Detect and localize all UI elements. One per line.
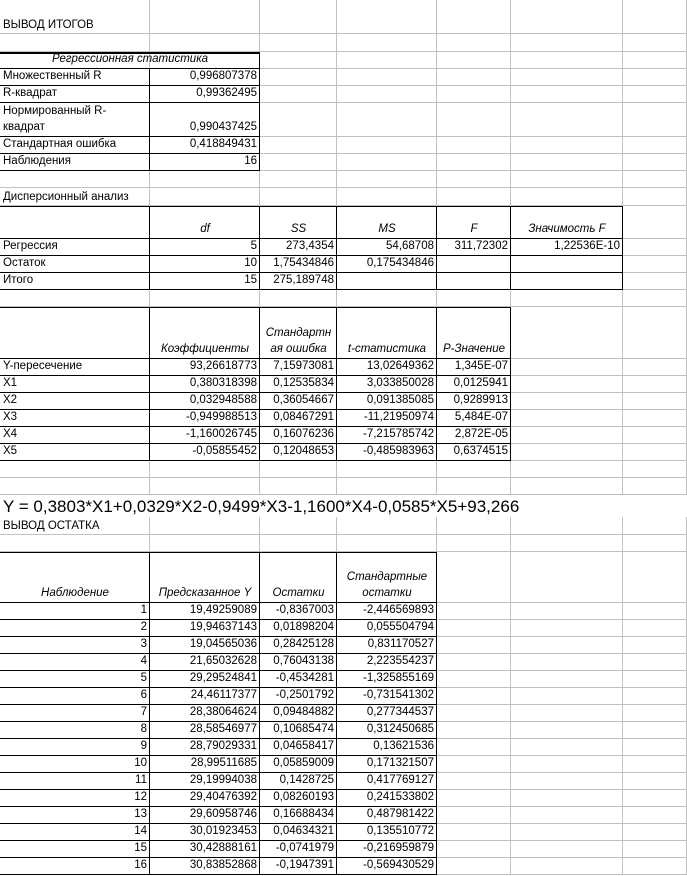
- grid-cell[interactable]: [260, 188, 337, 206]
- residual-value[interactable]: -0,1947391: [260, 858, 337, 875]
- grid-cell[interactable]: [150, 34, 260, 52]
- grid-cell[interactable]: [511, 478, 623, 495]
- coefficient-value[interactable]: 0,08467291: [260, 410, 337, 427]
- grid-cell[interactable]: [623, 841, 687, 858]
- residual-value[interactable]: 30,42888161: [150, 841, 260, 858]
- grid-cell[interactable]: [437, 739, 511, 756]
- observation-number[interactable]: 5: [0, 671, 150, 688]
- anova-header[interactable]: F: [437, 206, 511, 239]
- grid-cell[interactable]: [623, 671, 687, 688]
- grid-cell[interactable]: [623, 722, 687, 739]
- grid-cell[interactable]: [511, 461, 623, 478]
- residual-value[interactable]: 0,13621536: [337, 739, 437, 756]
- residual-value[interactable]: 30,83852868: [150, 858, 260, 875]
- anova-header[interactable]: Значимость F: [511, 206, 623, 239]
- grid-cell[interactable]: [260, 86, 337, 103]
- residual-value[interactable]: 30,01923453: [150, 824, 260, 841]
- grid-cell[interactable]: [260, 0, 337, 34]
- grid-cell[interactable]: [511, 654, 623, 671]
- grid-cell[interactable]: [150, 478, 260, 495]
- grid-cell[interactable]: [150, 535, 260, 552]
- grid-cell[interactable]: [0, 34, 150, 52]
- anova-header[interactable]: df: [150, 206, 260, 239]
- anova-value[interactable]: 1,75434846: [260, 256, 337, 273]
- observation-number[interactable]: 4: [0, 654, 150, 671]
- grid-cell[interactable]: [623, 773, 687, 790]
- grid-cell[interactable]: [437, 807, 511, 824]
- grid-cell[interactable]: [337, 103, 437, 137]
- anova-value[interactable]: 10: [150, 256, 260, 273]
- stat-label[interactable]: Нормированный R-квадрат: [0, 103, 150, 137]
- grid-cell[interactable]: [437, 637, 511, 654]
- anova-value[interactable]: [337, 273, 437, 290]
- grid-cell[interactable]: [511, 52, 623, 69]
- grid-cell[interactable]: [511, 637, 623, 654]
- residual-value[interactable]: 19,49259089: [150, 603, 260, 620]
- residual-value[interactable]: 28,79029331: [150, 739, 260, 756]
- residual-value[interactable]: 0,04634321: [260, 824, 337, 841]
- coefficient-value[interactable]: -7,215785742: [337, 427, 437, 444]
- anova-value[interactable]: 5: [150, 239, 260, 256]
- grid-cell[interactable]: [623, 393, 687, 410]
- grid-cell[interactable]: [437, 34, 511, 52]
- residual-value[interactable]: 0,01898204: [260, 620, 337, 637]
- grid-cell[interactable]: [437, 0, 511, 34]
- observation-number[interactable]: 1: [0, 603, 150, 620]
- anova-value[interactable]: [437, 273, 511, 290]
- grid-cell[interactable]: [437, 773, 511, 790]
- grid-cell[interactable]: [511, 773, 623, 790]
- residual-value[interactable]: 0,831170527: [337, 637, 437, 654]
- grid-cell[interactable]: [623, 206, 687, 239]
- grid-cell[interactable]: [511, 705, 623, 722]
- grid-cell[interactable]: [623, 154, 687, 171]
- grid-cell[interactable]: [337, 535, 437, 552]
- residual-value[interactable]: -1,325855169: [337, 671, 437, 688]
- grid-cell[interactable]: [623, 427, 687, 444]
- grid-cell[interactable]: [623, 69, 687, 86]
- residual-value[interactable]: -0,8367003: [260, 603, 337, 620]
- observation-number[interactable]: 8: [0, 722, 150, 739]
- grid-cell[interactable]: [623, 654, 687, 671]
- grid-cell[interactable]: [623, 705, 687, 722]
- grid-cell[interactable]: [437, 722, 511, 739]
- stat-value[interactable]: 0,996807378: [150, 69, 260, 86]
- coefficients-header[interactable]: Стандартная ошибка: [260, 307, 337, 359]
- anova-value[interactable]: 1,22536E-10: [511, 239, 623, 256]
- grid-cell[interactable]: [437, 69, 511, 86]
- stat-value[interactable]: 0,99362495: [150, 86, 260, 103]
- residual-value[interactable]: 0,76043138: [260, 654, 337, 671]
- observation-number[interactable]: 11: [0, 773, 150, 790]
- coefficient-value[interactable]: 0,380318398: [150, 376, 260, 393]
- grid-cell[interactable]: [511, 824, 623, 841]
- coefficient-row-label[interactable]: X4: [0, 427, 150, 444]
- grid-cell[interactable]: [511, 790, 623, 807]
- residual-value[interactable]: 0,417769127: [337, 773, 437, 790]
- residual-value[interactable]: 19,04565036: [150, 637, 260, 654]
- anova-value[interactable]: [437, 256, 511, 273]
- grid-cell[interactable]: [437, 790, 511, 807]
- grid-cell[interactable]: [337, 0, 437, 34]
- grid-cell[interactable]: [623, 444, 687, 461]
- coefficient-value[interactable]: 0,36054667: [260, 393, 337, 410]
- residual-value[interactable]: 29,60958746: [150, 807, 260, 824]
- residual-value[interactable]: 0,241533802: [337, 790, 437, 807]
- residual-value[interactable]: 24,46117377: [150, 688, 260, 705]
- grid-cell[interactable]: [511, 103, 623, 137]
- grid-cell[interactable]: [623, 86, 687, 103]
- grid-cell[interactable]: [437, 824, 511, 841]
- residual-value[interactable]: 29,40476392: [150, 790, 260, 807]
- residual-value[interactable]: 0,487981422: [337, 807, 437, 824]
- coefficient-value[interactable]: -0,949988513: [150, 410, 260, 427]
- grid-cell[interactable]: [337, 137, 437, 154]
- grid-cell[interactable]: [623, 552, 687, 603]
- residuals-header[interactable]: Наблюдение: [0, 552, 150, 603]
- grid-cell[interactable]: [623, 461, 687, 478]
- grid-cell[interactable]: [337, 461, 437, 478]
- grid-cell[interactable]: [511, 359, 623, 376]
- residual-value[interactable]: 0,08260193: [260, 790, 337, 807]
- grid-cell[interactable]: [511, 603, 623, 620]
- grid-cell[interactable]: [623, 171, 687, 188]
- grid-cell[interactable]: [260, 154, 337, 171]
- grid-cell[interactable]: [260, 461, 337, 478]
- grid-cell[interactable]: [511, 807, 623, 824]
- grid-cell[interactable]: [511, 86, 623, 103]
- residual-value[interactable]: 0,312450685: [337, 722, 437, 739]
- report-title[interactable]: ВЫВОД ИТОГОВ: [3, 19, 94, 31]
- grid-cell[interactable]: [437, 756, 511, 773]
- coefficient-value[interactable]: 7,15973081: [260, 359, 337, 376]
- grid-cell[interactable]: [260, 290, 337, 307]
- coefficient-row-label[interactable]: X3: [0, 410, 150, 427]
- grid-cell[interactable]: [437, 461, 511, 478]
- grid-cell[interactable]: [511, 410, 623, 427]
- stat-value[interactable]: 0,418849431: [150, 137, 260, 154]
- coefficient-value[interactable]: 1,345E-07: [437, 359, 511, 376]
- grid-cell[interactable]: [337, 86, 437, 103]
- grid-cell[interactable]: [437, 552, 511, 603]
- grid-cell[interactable]: [260, 171, 337, 188]
- anova-value[interactable]: 311,72302: [437, 239, 511, 256]
- grid-cell[interactable]: [337, 171, 437, 188]
- anova-value[interactable]: 0,175434846: [337, 256, 437, 273]
- coefficient-value[interactable]: -1,160026745: [150, 427, 260, 444]
- grid-cell[interactable]: [623, 0, 687, 34]
- grid-cell[interactable]: [623, 34, 687, 52]
- grid-cell[interactable]: [437, 535, 511, 552]
- grid-cell[interactable]: [623, 103, 687, 137]
- grid-cell[interactable]: [511, 0, 623, 34]
- coefficient-row-label[interactable]: Y-пересечение: [0, 359, 150, 376]
- coefficient-value[interactable]: 0,12048653: [260, 444, 337, 461]
- grid-cell[interactable]: [437, 86, 511, 103]
- grid-cell[interactable]: [0, 290, 150, 307]
- coefficient-value[interactable]: -0,05855452: [150, 444, 260, 461]
- anova-header[interactable]: [0, 206, 150, 239]
- anova-row-label[interactable]: Итого: [0, 273, 150, 290]
- observation-number[interactable]: 14: [0, 824, 150, 841]
- stat-value[interactable]: 16: [150, 154, 260, 171]
- grid-cell[interactable]: [623, 790, 687, 807]
- grid-cell[interactable]: [623, 858, 687, 875]
- residual-value[interactable]: 0,28425128: [260, 637, 337, 654]
- observation-number[interactable]: 15: [0, 841, 150, 858]
- coefficient-value[interactable]: 2,872E-05: [437, 427, 511, 444]
- grid-cell[interactable]: [337, 188, 437, 206]
- regression-stats-header[interactable]: Регрессионная статистика: [0, 52, 260, 69]
- grid-cell[interactable]: [150, 171, 260, 188]
- observation-number[interactable]: 12: [0, 790, 150, 807]
- anova-value[interactable]: [511, 273, 623, 290]
- coefficient-value[interactable]: 3,033850028: [337, 376, 437, 393]
- anova-value[interactable]: 273,4354: [260, 239, 337, 256]
- grid-cell[interactable]: [0, 171, 150, 188]
- coefficient-value[interactable]: 0,0125941: [437, 376, 511, 393]
- observation-number[interactable]: 9: [0, 739, 150, 756]
- observation-number[interactable]: 16: [0, 858, 150, 875]
- grid-cell[interactable]: [623, 410, 687, 427]
- grid-cell[interactable]: [437, 688, 511, 705]
- grid-cell[interactable]: [623, 739, 687, 756]
- grid-cell[interactable]: [437, 171, 511, 188]
- stat-label[interactable]: R-квадрат: [0, 86, 150, 103]
- grid-cell[interactable]: [437, 290, 511, 307]
- anova-value[interactable]: 275,189748: [260, 273, 337, 290]
- residual-value[interactable]: 28,38064624: [150, 705, 260, 722]
- anova-row-label[interactable]: Регрессия: [0, 239, 150, 256]
- grid-cell[interactable]: [511, 620, 623, 637]
- coefficient-value[interactable]: 0,091385085: [337, 393, 437, 410]
- coefficient-value[interactable]: 0,032948588: [150, 393, 260, 410]
- coefficient-value[interactable]: 0,9289913: [437, 393, 511, 410]
- grid-cell[interactable]: [150, 461, 260, 478]
- grid-cell[interactable]: [511, 671, 623, 688]
- grid-cell[interactable]: [511, 393, 623, 410]
- grid-cell[interactable]: [337, 154, 437, 171]
- grid-cell[interactable]: [511, 444, 623, 461]
- grid-cell[interactable]: [511, 756, 623, 773]
- grid-cell[interactable]: [511, 154, 623, 171]
- grid-cell[interactable]: [511, 427, 623, 444]
- grid-cell[interactable]: [623, 376, 687, 393]
- residual-value[interactable]: 0,277344537: [337, 705, 437, 722]
- grid-cell[interactable]: [437, 841, 511, 858]
- residuals-header[interactable]: Стандартные остатки: [337, 552, 437, 603]
- grid-cell[interactable]: [260, 52, 337, 69]
- grid-cell[interactable]: [623, 620, 687, 637]
- grid-cell[interactable]: [511, 376, 623, 393]
- grid-cell[interactable]: [337, 34, 437, 52]
- grid-cell[interactable]: [623, 256, 687, 273]
- residuals-header[interactable]: Предсказанное Y: [150, 552, 260, 603]
- grid-cell[interactable]: [437, 620, 511, 637]
- coefficient-row-label[interactable]: X5: [0, 444, 150, 461]
- anova-header[interactable]: SS: [260, 206, 337, 239]
- residual-value[interactable]: 28,58546977: [150, 722, 260, 739]
- grid-cell[interactable]: [260, 103, 337, 137]
- grid-cell[interactable]: [623, 756, 687, 773]
- coefficient-value[interactable]: 0,12535834: [260, 376, 337, 393]
- grid-cell[interactable]: [437, 478, 511, 495]
- stat-label[interactable]: Стандартная ошибка: [0, 137, 150, 154]
- grid-cell[interactable]: [260, 517, 337, 535]
- grid-cell[interactable]: [0, 535, 150, 552]
- grid-cell[interactable]: [623, 535, 687, 552]
- coefficients-header[interactable]: Коэффициенты: [150, 307, 260, 359]
- grid-cell[interactable]: [437, 671, 511, 688]
- residual-value[interactable]: 0,04658417: [260, 739, 337, 756]
- residual-value[interactable]: 29,29524841: [150, 671, 260, 688]
- grid-cell[interactable]: [511, 137, 623, 154]
- anova-value[interactable]: 54,68708: [337, 239, 437, 256]
- residual-value[interactable]: 0,055504794: [337, 620, 437, 637]
- grid-cell[interactable]: [511, 188, 623, 206]
- coefficient-row-label[interactable]: X2: [0, 393, 150, 410]
- coefficient-value[interactable]: 13,02649362: [337, 359, 437, 376]
- coefficient-value[interactable]: 5,484E-07: [437, 410, 511, 427]
- residual-value[interactable]: 0,1428725: [260, 773, 337, 790]
- grid-cell[interactable]: [437, 603, 511, 620]
- residual-value[interactable]: 21,65032628: [150, 654, 260, 671]
- grid-cell[interactable]: [623, 807, 687, 824]
- grid-cell[interactable]: [623, 137, 687, 154]
- grid-cell[interactable]: [623, 359, 687, 376]
- anova-value[interactable]: 15: [150, 273, 260, 290]
- grid-cell[interactable]: [623, 824, 687, 841]
- grid-cell[interactable]: [437, 654, 511, 671]
- grid-cell[interactable]: [511, 535, 623, 552]
- grid-cell[interactable]: [437, 705, 511, 722]
- residual-value[interactable]: -0,4534281: [260, 671, 337, 688]
- grid-cell[interactable]: [623, 637, 687, 654]
- grid-cell[interactable]: [437, 517, 511, 535]
- grid-cell[interactable]: [511, 34, 623, 52]
- anova-title[interactable]: Дисперсионный анализ: [3, 191, 129, 203]
- grid-cell[interactable]: [437, 103, 511, 137]
- coefficient-value[interactable]: -0,485983963: [337, 444, 437, 461]
- observation-number[interactable]: 3: [0, 637, 150, 654]
- grid-cell[interactable]: [337, 478, 437, 495]
- residual-value[interactable]: 0,135510772: [337, 824, 437, 841]
- observation-number[interactable]: 6: [0, 688, 150, 705]
- grid-cell[interactable]: [511, 69, 623, 86]
- residual-value[interactable]: 0,171321507: [337, 756, 437, 773]
- grid-cell[interactable]: [511, 171, 623, 188]
- grid-cell[interactable]: [437, 154, 511, 171]
- stat-label[interactable]: Множественный R: [0, 69, 150, 86]
- coefficient-row-label[interactable]: X1: [0, 376, 150, 393]
- residual-value[interactable]: -2,446569893: [337, 603, 437, 620]
- residuals-header[interactable]: Остатки: [260, 552, 337, 603]
- residual-value[interactable]: 0,16688434: [260, 807, 337, 824]
- grid-cell[interactable]: [623, 478, 687, 495]
- residual-value[interactable]: 19,94637143: [150, 620, 260, 637]
- grid-cell[interactable]: [437, 188, 511, 206]
- grid-cell[interactable]: [623, 188, 687, 206]
- observation-number[interactable]: 10: [0, 756, 150, 773]
- residual-value[interactable]: 29,19994038: [150, 773, 260, 790]
- residuals-title[interactable]: ВЫВОД ОСТАТКА: [3, 520, 100, 532]
- grid-cell[interactable]: [511, 858, 623, 875]
- grid-cell[interactable]: [511, 688, 623, 705]
- grid-cell[interactable]: [337, 69, 437, 86]
- grid-cell[interactable]: [511, 739, 623, 756]
- residual-value[interactable]: 0,09484882: [260, 705, 337, 722]
- grid-cell[interactable]: [337, 52, 437, 69]
- grid-cell[interactable]: [337, 517, 437, 535]
- coefficients-header[interactable]: [0, 307, 150, 359]
- stat-value[interactable]: 0,990437425: [150, 103, 260, 137]
- grid-cell[interactable]: [511, 307, 623, 359]
- anova-value[interactable]: [511, 256, 623, 273]
- grid-cell[interactable]: [623, 603, 687, 620]
- anova-row-label[interactable]: Остаток: [0, 256, 150, 273]
- regression-equation[interactable]: Y = 0,3803*X1+0,0329*X2-0,9499*X3-1,1600*X4-0,0585*X5+93,266: [0, 495, 687, 517]
- residual-value[interactable]: -0,0741979: [260, 841, 337, 858]
- coefficients-header[interactable]: P-Значение: [437, 307, 511, 359]
- residual-value[interactable]: 2,223554237: [337, 654, 437, 671]
- grid-cell[interactable]: [623, 273, 687, 290]
- grid-cell[interactable]: [437, 137, 511, 154]
- grid-cell[interactable]: [150, 290, 260, 307]
- grid-cell[interactable]: [623, 290, 687, 307]
- residual-value[interactable]: -0,2501792: [260, 688, 337, 705]
- grid-cell[interactable]: [511, 552, 623, 603]
- grid-cell[interactable]: [437, 858, 511, 875]
- grid-cell[interactable]: [623, 688, 687, 705]
- grid-cell[interactable]: [623, 307, 687, 359]
- grid-cell[interactable]: [623, 52, 687, 69]
- coefficient-value[interactable]: -11,21950974: [337, 410, 437, 427]
- grid-cell[interactable]: [337, 290, 437, 307]
- grid-cell[interactable]: [511, 517, 623, 535]
- observation-number[interactable]: 13: [0, 807, 150, 824]
- grid-cell[interactable]: [623, 517, 687, 535]
- anova-header[interactable]: MS: [337, 206, 437, 239]
- grid-cell[interactable]: [623, 239, 687, 256]
- grid-cell[interactable]: [0, 461, 150, 478]
- grid-cell[interactable]: [260, 69, 337, 86]
- grid-cell[interactable]: [260, 137, 337, 154]
- residual-value[interactable]: 28,99511685: [150, 756, 260, 773]
- grid-cell[interactable]: [511, 841, 623, 858]
- residual-value[interactable]: 0,10685474: [260, 722, 337, 739]
- residual-value[interactable]: -0,216959879: [337, 841, 437, 858]
- coefficient-value[interactable]: 0,16076236: [260, 427, 337, 444]
- coefficients-header[interactable]: t-статистика: [337, 307, 437, 359]
- coefficient-value[interactable]: 0,6374515: [437, 444, 511, 461]
- coefficient-value[interactable]: 93,26618773: [150, 359, 260, 376]
- grid-cell[interactable]: [511, 722, 623, 739]
- observation-number[interactable]: 2: [0, 620, 150, 637]
- grid-cell[interactable]: [260, 478, 337, 495]
- grid-cell[interactable]: [260, 34, 337, 52]
- stat-label[interactable]: Наблюдения: [0, 154, 150, 171]
- grid-cell[interactable]: [437, 52, 511, 69]
- grid-cell[interactable]: [511, 290, 623, 307]
- observation-number[interactable]: 7: [0, 705, 150, 722]
- residual-value[interactable]: 0,05859009: [260, 756, 337, 773]
- grid-cell[interactable]: [0, 478, 150, 495]
- residual-value[interactable]: -0,569430529: [337, 858, 437, 875]
- grid-cell[interactable]: [260, 535, 337, 552]
- residual-value[interactable]: -0,731541302: [337, 688, 437, 705]
